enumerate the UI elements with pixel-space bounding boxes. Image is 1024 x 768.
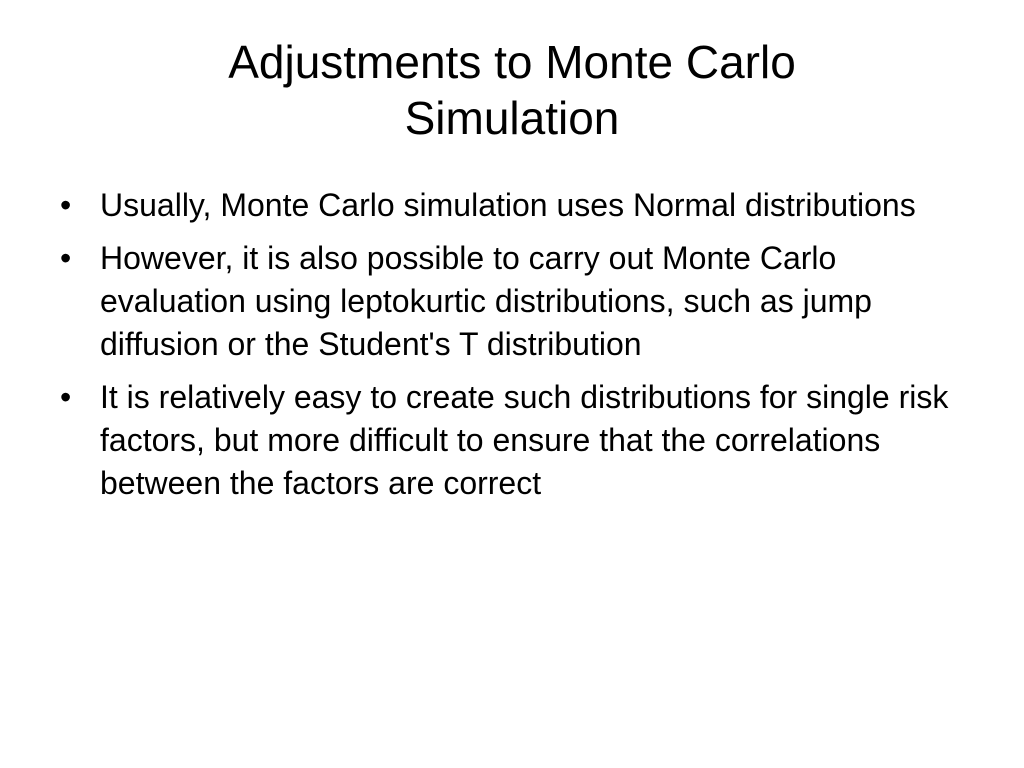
slide-title: [80, 34, 944, 146]
bullet-item: [56, 184, 976, 227]
bullet-text: Usually, Monte Carlo simulation uses Normal distributions: [100, 187, 916, 223]
bullet-icon: •: [60, 240, 72, 276]
bullet-list: [56, 184, 976, 515]
bullet-text: However, it is also possible to carry out Monte Carlo evaluation using leptokurtic distributions, such as jump diffusion or the Student's T distribution: [100, 240, 872, 362]
slide-title-line-1: Adjustments to Monte Carlo: [228, 36, 796, 88]
bullet-icon: •: [60, 187, 72, 223]
bullet-item: [56, 237, 976, 366]
slide-title-line-2: Simulation: [404, 92, 620, 144]
bullet-item: [56, 376, 976, 505]
bullet-text: It is relatively easy to create such distributions for single risk factors, but more difficult to ensure that the correlations between the factors are correct: [100, 379, 949, 501]
bullet-icon: •: [60, 379, 72, 415]
